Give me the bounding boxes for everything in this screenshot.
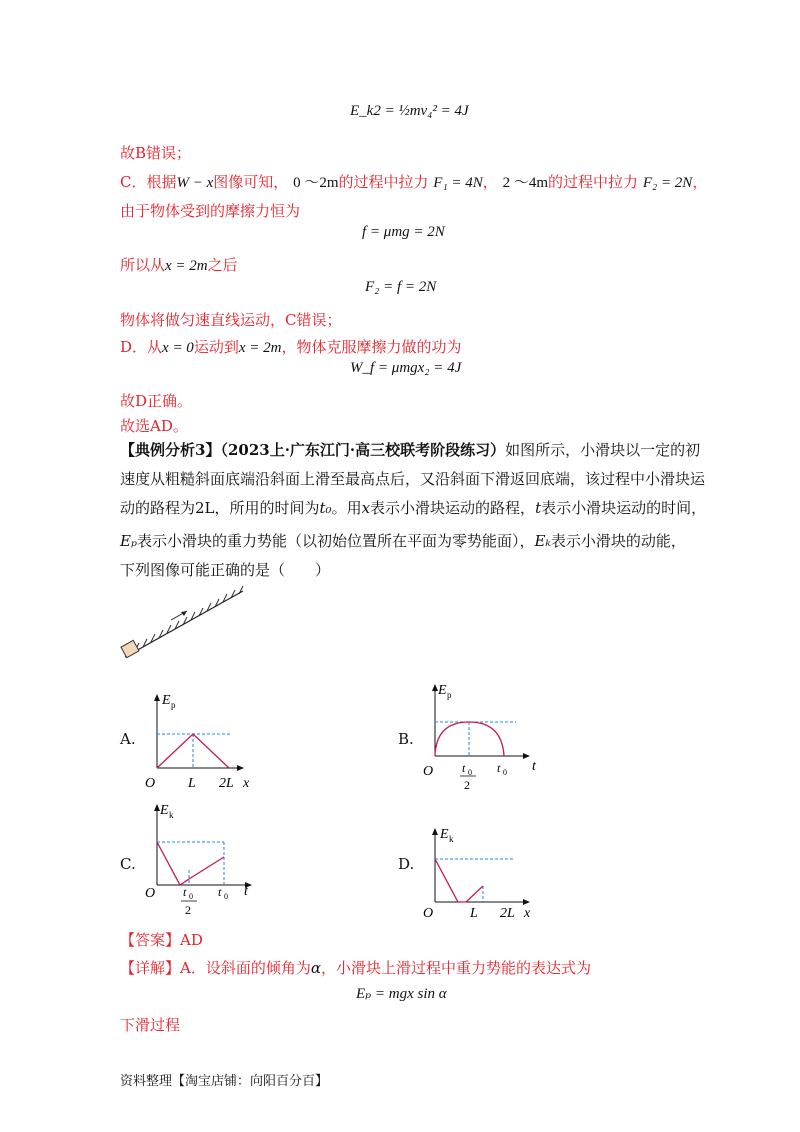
answer-value: AD [180,931,203,949]
svg-text:O: O [145,886,156,901]
ep-equation: Eₚ = mgx sin α [356,986,447,1002]
down-process-text: 下滑过程 [120,1016,181,1034]
svg-text:E: E [160,803,169,818]
d-correct-text: 故D正确。 [120,392,193,410]
svg-text:L: L [188,776,196,791]
friction-equation: f = μmg = 2N [362,224,445,240]
svg-text:O: O [423,906,434,921]
footer-text: 资料整理【淘宝店铺：向阳百分百】 [120,1074,329,1089]
svg-text:E: E [162,693,171,708]
b-wrong-text: 故B错误； [120,144,192,162]
c-analysis-line2: 由于物体受到的摩擦力恒为 [120,202,301,220]
c-analysis-line1: C．根据W − x图像可知， 0 ～2m的过程中拉力 F₁ = 4N， 2 ～4m的过程中拉力 F₂ = 2N， [120,173,708,191]
svg-text:t: t [244,884,248,899]
svg-text:t: t [462,761,466,775]
option-d-label: D. [398,855,415,873]
svg-text:t: t [218,885,222,899]
svg-text:0: 0 [189,892,193,901]
svg-text:t: t [183,885,187,899]
answer-line [120,929,203,950]
ek2-equation: E_k2 = ½mv₄² = 4J [350,103,469,119]
svg-text:x: x [243,776,250,791]
option-c-label: C. [120,855,136,873]
detail-line: 【详解】A．设斜面的倾角为α，小滑块上滑过程中重力势能的表达式为 [120,959,592,977]
svg-text:2: 2 [185,903,191,915]
graph-a [140,690,260,795]
svg-text:0: 0 [224,892,228,901]
wf-equation: W_f = μmgx₂ = 4J [350,360,462,376]
svg-text:O: O [145,776,156,791]
svg-text:t: t [532,759,536,774]
graph-d [418,822,548,922]
example-paragraph: 【典例分析3】（2023上·广东江门·高三校联考阶段练习）如图所示，小滑块以一定的初 速度从粗糙斜面底端沿斜面上滑至最高点后，又沿斜面下滑返回底端，该过程中小滑块运 动的路程为2L，所用的时间为t₀。用x表示小滑块运动的路程，t表示小滑块运动的时间， Eₚ表示小滑块的重力势能（以初始位置所在平面为零势能面），Eₖ表示小滑块的动能， 下列图像可能正确的是（ ） [120,441,707,579]
graph-c [140,800,270,915]
svg-text:p: p [447,690,452,700]
after-x-text: 所以从x = 2m之后 [120,256,238,274]
option-a-label: A. [120,730,136,748]
example-tag: 【典例分析3】 [120,441,221,459]
f2-equation: F₂ = f = 2N [365,279,437,295]
svg-text:0: 0 [503,768,507,777]
svg-text:2L: 2L [500,906,515,921]
svg-text:p: p [171,700,176,710]
ek-curve [435,859,483,902]
graph-b [418,678,548,790]
svg-text:k: k [449,834,454,844]
ek-curve [157,842,224,885]
svg-text:x: x [524,906,531,921]
uniform-motion-text: 物体将做匀速直线运动，C错误； [120,311,342,329]
svg-text:0: 0 [468,768,472,777]
answer-tag: 【答案】 [120,931,181,949]
svg-text:L: L [470,906,478,921]
example-source: （2023上·广东江门·高三校联考阶段练习） [220,441,506,459]
svg-text:E: E [438,683,447,698]
svg-text:t: t [497,761,501,775]
svg-text:O: O [423,764,434,779]
slider-block [121,640,139,657]
incline-diagram [115,585,255,665]
d-analysis-line: D．从x = 0运动到x = 2m，物体克服摩擦力做的功为 [120,338,462,356]
incline-hatching [135,586,243,651]
choose-text: 故选AD。 [120,417,188,435]
svg-text:E: E [440,827,449,842]
svg-text:2: 2 [464,778,470,790]
svg-text:2L: 2L [219,776,234,791]
svg-text:k: k [169,810,174,820]
option-b-label: B. [398,730,414,748]
